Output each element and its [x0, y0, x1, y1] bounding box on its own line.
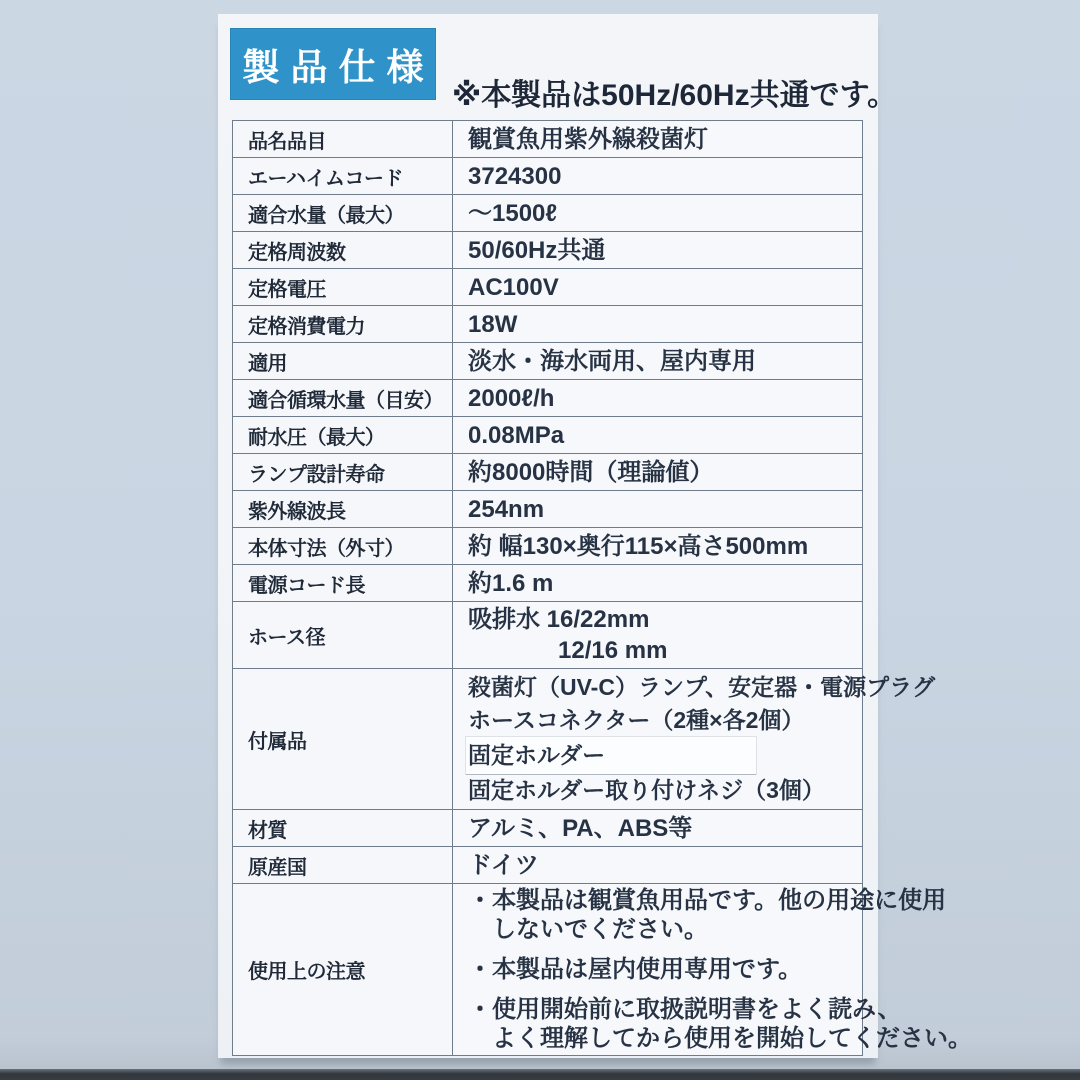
spec-table — [232, 120, 972, 1056]
spec-row — [233, 669, 863, 810]
spec-value-line: AC100V — [468, 273, 559, 301]
spec-row — [233, 121, 863, 158]
spec-row — [233, 343, 863, 380]
spec-row-label: 本体寸法（外寸） — [233, 528, 453, 565]
spec-value-line: 3724300 — [468, 162, 562, 190]
spec-row — [233, 380, 863, 417]
spec-row-label: エーハイムコード — [233, 158, 453, 195]
spec-row-value — [453, 491, 863, 528]
spec-row-value — [453, 417, 863, 454]
spec-row-label: 使用上の注意 — [233, 884, 453, 1056]
spec-row-label: 紫外線波長 — [233, 491, 453, 528]
spec-value-line: 殺菌灯（UV-C）ランプ、安定器・電源プラグ — [468, 674, 936, 700]
spec-value-line: アルミ、PA、ABS等 — [468, 814, 693, 842]
spec-sheet-paper — [218, 14, 972, 1058]
spec-value-line: 50/60Hz共通 — [468, 236, 606, 264]
spec-title: 製品仕様 — [242, 47, 435, 88]
spec-row-value — [453, 810, 863, 847]
spec-row-label: 耐水圧（最大） — [233, 417, 453, 454]
caution-line: ・本製品は屋内使用専用です。 — [468, 956, 803, 983]
spec-row — [233, 232, 863, 269]
spec-value-line: 約8000時間（理論値） — [468, 458, 714, 486]
spec-value-line: ホースコネクター（2種×各2個） — [468, 707, 805, 733]
photo-bottom-edge — [0, 1069, 1080, 1080]
correction-sticker: 固定ホルダー — [466, 737, 756, 774]
spec-row-value — [453, 528, 863, 565]
spec-title-badge — [230, 28, 436, 100]
spec-row-value — [453, 269, 863, 306]
spec-row — [233, 884, 863, 1056]
spec-row — [233, 602, 863, 669]
spec-value-line: 約1.6 m — [468, 569, 554, 597]
spec-row — [233, 565, 863, 602]
spec-row-value — [453, 343, 863, 380]
spec-row-label: 電源コード長 — [233, 565, 453, 602]
spec-row-value — [453, 121, 863, 158]
caution-line: ・使用開始前に取扱説明書をよく読み、 — [468, 996, 902, 1023]
spec-row-label: ホース径 — [233, 602, 453, 669]
spec-row-label: 原産国 — [233, 847, 453, 884]
spec-value-line: 観賞魚用紫外線殺菌灯 — [468, 125, 708, 153]
spec-row — [233, 269, 863, 306]
spec-row-value — [453, 195, 863, 232]
caution-line: しないでください。 — [468, 916, 708, 943]
spec-row-value — [453, 306, 863, 343]
spec-row — [233, 195, 863, 232]
caution-paragraph — [468, 886, 947, 944]
spec-row-label: 定格電圧 — [233, 269, 453, 306]
spec-row-label: 適合循環水量（目安） — [233, 380, 453, 417]
spec-value-line: 淡水・海水両用、屋内専用 — [468, 347, 756, 375]
spec-value-line: 2000ℓ/h — [468, 384, 555, 412]
spec-row — [233, 417, 863, 454]
spec-row-value — [453, 565, 863, 602]
spec-value-line: 254nm — [468, 495, 545, 523]
caution-line: ・本製品は観賞魚用品です。他の用途に使用 — [468, 887, 947, 914]
caution-paragraph — [468, 955, 856, 984]
spec-row-label: 付属品 — [233, 669, 453, 810]
spec-row-label: 定格消費電力 — [233, 306, 453, 343]
spec-row-value — [453, 380, 863, 417]
spec-row-value — [453, 847, 863, 884]
caution-paragraph — [468, 995, 972, 1053]
spec-value-line — [468, 737, 856, 774]
spec-value-line: 12/16 mm — [558, 637, 668, 664]
spec-value-line: 18W — [468, 310, 518, 338]
spec-value-line: 0.08MPa — [468, 421, 565, 449]
spec-value-line: ～1500ℓ — [468, 199, 558, 227]
spec-value-line: ドイツ — [468, 851, 539, 879]
spec-row — [233, 454, 863, 491]
spec-row-value — [453, 454, 863, 491]
spec-row-value — [453, 158, 863, 195]
spec-row-value — [453, 232, 863, 269]
spec-row — [233, 306, 863, 343]
spec-row-label: 品名品目 — [233, 121, 453, 158]
spec-row-value — [453, 669, 936, 810]
spec-value-line: 固定ホルダー取り付けネジ（3個） — [468, 777, 825, 803]
caution-line: よく理解してから使用を開始してください。 — [468, 1025, 972, 1052]
frequency-note: ※本製品は50Hz/60Hz共通です。 — [452, 79, 898, 112]
spec-row — [233, 158, 863, 195]
spec-row-value — [453, 884, 972, 1056]
spec-row-label: 適合水量（最大） — [233, 195, 453, 232]
spec-row-value — [453, 602, 863, 669]
spec-row-label: ランプ設計寿命 — [233, 454, 453, 491]
spec-row-label: 定格周波数 — [233, 232, 453, 269]
spec-row — [233, 810, 863, 847]
spec-row — [233, 847, 863, 884]
spec-row — [233, 491, 863, 528]
spec-value-line: 吸排水 16/22mm — [468, 606, 650, 633]
spec-row-label: 適用 — [233, 343, 453, 380]
spec-value-line: 約 幅130×奥行115×高さ500mm — [468, 532, 809, 560]
spec-row-label: 材質 — [233, 810, 453, 847]
spec-table-body — [233, 121, 972, 1056]
spec-row — [233, 528, 863, 565]
